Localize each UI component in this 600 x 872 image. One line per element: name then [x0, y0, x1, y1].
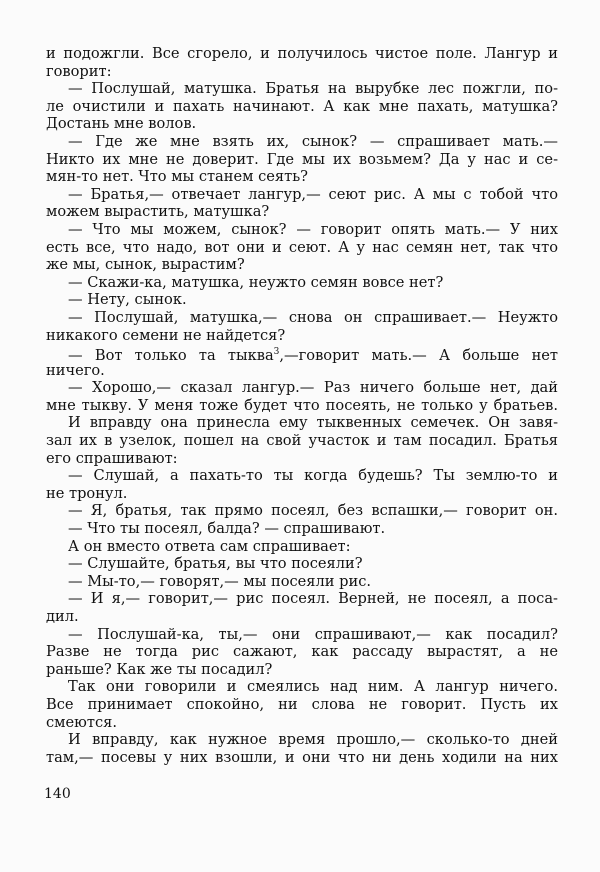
- text-line: Достань мне волов.: [46, 115, 197, 133]
- text-line: А он вместо ответа сам спрашивает:: [68, 537, 351, 555]
- text-line: — Слушай, а пахать-то ты когда будешь? Ты землю-то и: [68, 467, 558, 485]
- text-line: смеются.: [46, 713, 117, 731]
- text-line: — Послушай-ка, ты,— они спрашивают,— как посадил?: [68, 625, 558, 643]
- text-line: — Я, братья, так прямо посеял, без вспашки,— говорит он.: [68, 502, 558, 520]
- text-line: — Послушай, матушка,— снова он спрашивает.— Неужто: [68, 308, 558, 326]
- text-line: можем вырастить, матушка?: [46, 203, 270, 221]
- text-line: — Братья,— отвечает лангур,— сеют рис. А мы с тобой что: [68, 185, 558, 203]
- text-line: не тронул.: [46, 484, 128, 502]
- text-line: — Хорошо,— сказал лангур.— Раз ничего больше нет, дай: [68, 379, 558, 397]
- text-line: Так они говорили и смеялись над ним. А лангур ничего.: [68, 678, 558, 696]
- text-line: мян-то нет. Что мы станем сеять?: [46, 168, 308, 186]
- text-line: И вправду она принесла ему тыквенных семечек. Он завя-: [68, 414, 558, 432]
- text-line: — Послушай, матушка. Братья на вырубке лес пожгли, по-: [68, 80, 558, 98]
- text-line: никакого семени не найдется?: [46, 326, 286, 344]
- text-line: говорит:: [46, 62, 112, 80]
- text-line: зал их в узелок, пошел на свой участок и там посадил. Братья: [46, 432, 558, 450]
- text-line-part: — Вот только та тыква: [68, 347, 274, 365]
- page-body-text: [46, 45, 558, 766]
- text-line: же мы, сынок, вырастим?: [46, 256, 245, 274]
- text-line: И вправду, как нужное время прошло,— сколько-то дней: [68, 731, 558, 749]
- text-line: — Скажи-ка, матушка, неужто семян вовсе нет?: [68, 273, 444, 291]
- text-line: — Где же мне взять их, сынок? — спрашивает мать.—: [68, 132, 558, 150]
- text-line: — Нету, сынок.: [68, 291, 187, 309]
- text-line: — Мы-то,— говорят,— мы посеяли рис.: [68, 572, 372, 590]
- text-line: [46, 344, 559, 365]
- text-line: и подожгли. Все сгорело, и получилось чистое поле. Лангур и: [46, 45, 558, 62]
- text-line: есть все, что надо, вот они и сеют. А у нас семян нет, так что: [46, 238, 558, 256]
- footnote-marker: 3: [273, 347, 280, 358]
- text-line: — Слушайте, братья, вы что посеяли?: [68, 555, 363, 573]
- text-line: — Что ты посеял, балда? — спрашивают.: [68, 520, 386, 538]
- text-line: ле очистили и пахать начинают. А как мне пахать, матушка?: [46, 97, 558, 115]
- text-line: там,— посевы у них взошли, и они что ни день ходили на них: [46, 748, 558, 766]
- text-line: мне тыкву. У меня тоже будет что посеять, не только у братьев.: [46, 396, 558, 414]
- text-line: — И я,— говорит,— рис посеял. Верней, не посеял, а поса-: [68, 590, 558, 608]
- text-line: его спрашивают:: [46, 449, 178, 467]
- text-line: — Что мы можем, сынок? — говорит опять мать.— У них: [68, 220, 558, 238]
- text-line: Никто их мне не доверит. Где мы их возьмем? Да у нас и се-: [46, 150, 558, 168]
- text-line: дил.: [46, 608, 79, 625]
- text-line: Все принимает спокойно, ни слова не говорит. Пусть их: [46, 695, 558, 713]
- text-line: Разве не тогда рис сажают, как рассаду вырастят, а не: [46, 643, 558, 661]
- text-line-part: ,—говорит мать.— А больше нет: [279, 347, 559, 365]
- page-number: 140: [44, 786, 71, 802]
- text-line: ничего.: [46, 361, 105, 379]
- text-line: раньше? Как же ты посадил?: [46, 660, 273, 678]
